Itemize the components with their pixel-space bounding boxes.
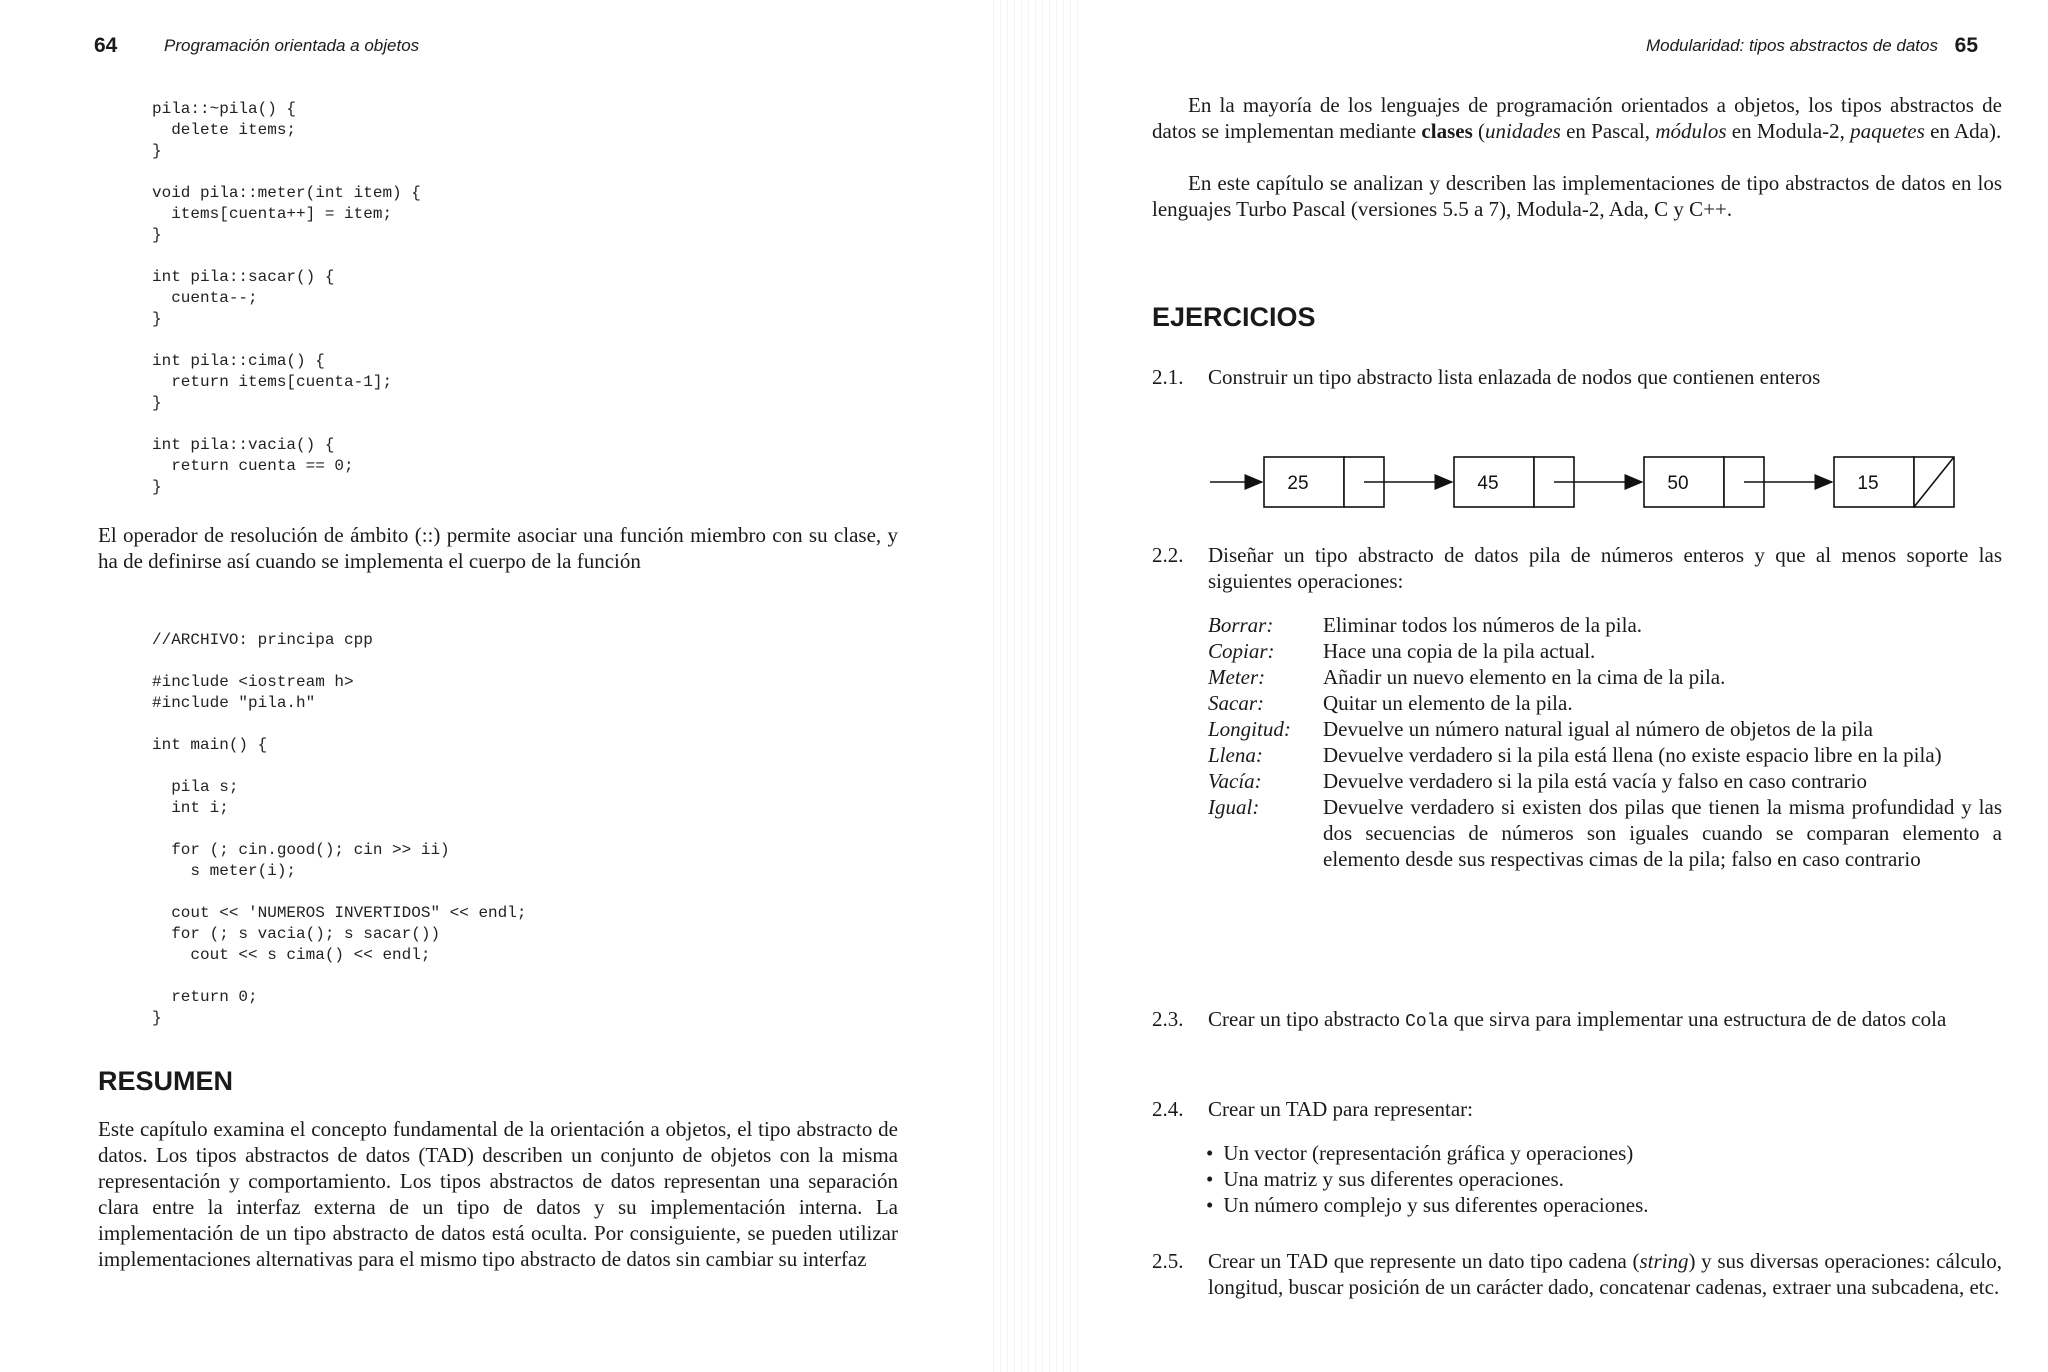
code-block-main: //ARCHIVO: principa cpp #include <iostream h> #include "pila.h" int main() { pila s; int i; for (; cin.good(); cin >> ii) s meter(i); cout << 'NUMEROS INVERTIDOS" << endl; for (; s vacia(); s sacar()) cout << s cima() << endl; return 0; } bbox=[152, 631, 527, 1027]
operation-sacar: Sacar: Quitar un elemento de la pila. bbox=[1208, 691, 1573, 715]
exercise-text: Crear un TAD para representar: bbox=[1208, 1097, 1473, 1121]
exercise-number: 2.3. bbox=[1152, 1007, 1184, 1031]
paragraph-scope-operator: El operador de resolución de ámbito (::) permite asociar una función miembro con su clase, y ha de definirse así cuando se implementa el cuerpo de la función bbox=[98, 523, 898, 573]
exercise-2-2 bbox=[1152, 542, 2002, 602]
exercise-number: 2.1. bbox=[1152, 365, 1184, 389]
exercise-2-5 bbox=[1152, 1248, 2002, 1338]
intro-paragraph-2: En este capítulo se analizan y describen las implementaciones de tipo abstractos de datos en los lenguajes Turbo Pascal (versiones 5.5 a 7), Modula-2, Ada, C y C++. bbox=[1152, 171, 2002, 221]
exercise-number: 2.2. bbox=[1152, 543, 1184, 567]
running-header: Programación orientada a objetos bbox=[164, 36, 420, 55]
page-number: 65 bbox=[1954, 34, 1978, 57]
exercise-text: Crear un tipo abstracto Cola que sirva para implementar una estructura de de datos cola bbox=[1208, 1007, 1947, 1032]
list-node bbox=[1834, 457, 1954, 507]
list-item: • Una matriz y sus diferentes operaciones. bbox=[1206, 1166, 1649, 1192]
list-item: • Un vector (representación gráfica y operaciones) bbox=[1206, 1140, 1649, 1166]
linked-list-diagram bbox=[1210, 452, 2010, 512]
exercise-2-3 bbox=[1152, 1006, 2002, 1066]
operation-borrar: Borrar: Eliminar todos los números de la pila. bbox=[1208, 613, 1643, 637]
exercise-2-4 bbox=[1152, 1096, 2002, 1126]
node-value: 15 bbox=[1857, 473, 1879, 494]
node-value: 25 bbox=[1287, 473, 1309, 494]
intro-paragraph-1: En la mayoría de los lenguajes de programación orientados a objetos, los tipos abstractos de datos se implementan mediante clases (unidades en Pascal, módulos en Modula-2, paquetes en Ada). bbox=[1152, 93, 2002, 143]
node-value: 45 bbox=[1477, 473, 1499, 494]
operation-longitud: Longitud: Devuelve un número natural igual al número de objetos de la pila bbox=[1208, 717, 1873, 741]
exercise-text: Crear un TAD que represente un dato tipo cadena (string) y sus diversas operaciones: cálculo, longitud, buscar posición de un carácter dado, concatenar cadenas, extraer una subcadena, etc. bbox=[1208, 1249, 2002, 1299]
left-page bbox=[0, 0, 1020, 1372]
operations-list bbox=[1208, 612, 2002, 872]
operation-vacia: Vacía: Devuelve verdadero si la pila está vacía y falso en caso contrario bbox=[1208, 769, 1868, 793]
running-header: Modularidad: tipos abstractos de datos bbox=[1645, 36, 1938, 55]
exercise-number: 2.4. bbox=[1152, 1097, 1184, 1121]
operation-meter: Meter: Añadir un nuevo elemento en la cima de la pila. bbox=[1208, 665, 1726, 689]
list-node bbox=[1264, 457, 1452, 507]
page-number: 64 bbox=[94, 34, 118, 57]
exercise-number: 2.5. bbox=[1152, 1249, 1184, 1273]
exercise-2-1 bbox=[1152, 364, 2002, 424]
operation-llena: Llena: Devuelve verdadero si la pila está llena (no existe espacio libre en la pila) bbox=[1208, 743, 1942, 767]
code-block-pila-methods: pila::~pila() { delete items; } void pila::meter(int item) { items[cuenta++] = item; } int pila::sacar() { cuenta--; } int pila::cima() { return items[cuenta-1]; } int pila::vacia() { return cuenta == 0; } bbox=[152, 100, 421, 496]
node-value: 50 bbox=[1667, 473, 1689, 494]
right-page bbox=[1020, 0, 2048, 1372]
exercise-2-4-bullets bbox=[1206, 1140, 1649, 1218]
list-node bbox=[1454, 457, 1642, 507]
exercise-text: Diseñar un tipo abstracto de datos pila de números enteros y que al menos soporte las siguientes operaciones: bbox=[1208, 543, 2002, 593]
operation-igual: Igual: Devuelve verdadero si existen dos pilas que tienen la misma profundidad y las dos secuencias de números son iguales cuando se comparan elemento a elemento desde sus respectivas cimas de la pila; falso en caso contrario bbox=[1208, 795, 2002, 871]
summary-heading: RESUMEN bbox=[98, 1066, 234, 1096]
list-item: • Un número complejo y sus diferentes operaciones. bbox=[1206, 1192, 1649, 1218]
summary-paragraph: Este capítulo examina el concepto fundamental de la orientación a objetos, el tipo abstracto de datos. Los tipos abstractos de datos (TAD) describen un conjunto de objetos con la misma representación y comportamiento. Los tipos abstractos de datos representan una separación clara entre la interfaz externa de un tipo de datos y su implementación interna. La implementación de un tipo abstracto de datos está oculta. Por consiguiente, se pueden utilizar implementaciones alternativas para el mismo tipo abstracto de datos sin cambiar su interfaz bbox=[98, 1117, 898, 1271]
operation-copiar: Copiar: Hace una copia de la pila actual. bbox=[1208, 639, 1596, 663]
exercise-text: Construir un tipo abstracto lista enlazada de nodos que contienen enteros bbox=[1208, 365, 1821, 389]
exercises-heading: EJERCICIOS bbox=[1152, 302, 1316, 332]
list-node bbox=[1644, 457, 1832, 507]
